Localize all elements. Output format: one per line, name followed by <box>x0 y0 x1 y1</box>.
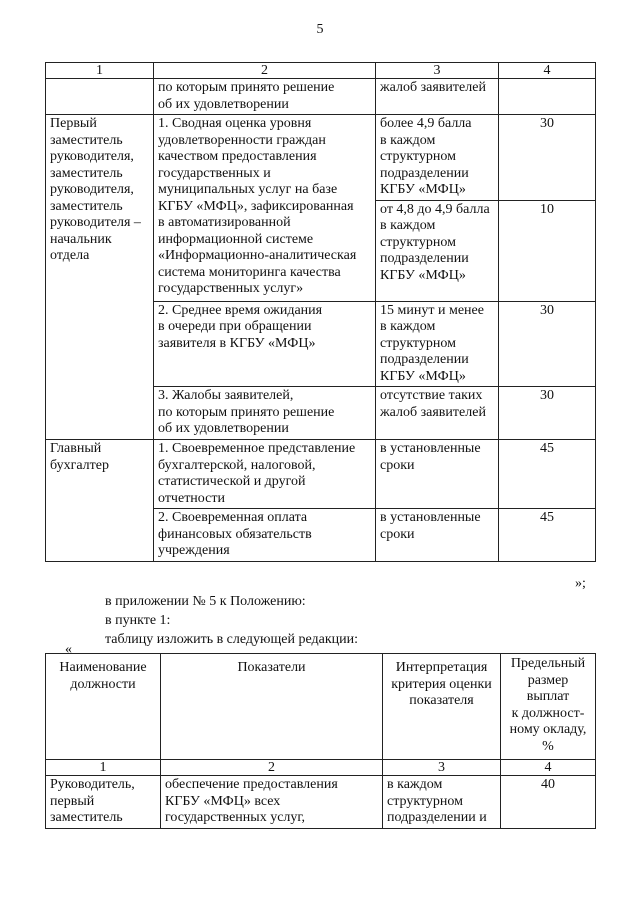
closing-quote: »; <box>575 576 586 591</box>
column-number: 2 <box>154 63 376 79</box>
percent-cell: 30 <box>499 301 596 387</box>
percent-cell: 30 <box>499 115 596 201</box>
column-number: 3 <box>376 63 499 79</box>
column-number-row <box>46 63 596 79</box>
indicator-cell: обеспечение предоставления КГБУ «МФЦ» всех государственных услуг, <box>161 776 383 829</box>
column-number: 1 <box>46 63 154 79</box>
header-criterion: Интерпретация критерия оценки показателя <box>383 654 501 760</box>
header-row <box>46 654 596 760</box>
percent-cell <box>499 79 596 115</box>
indicator-cell: 3. Жалобы заявителей, по которым принято решение об их удовлетворении <box>154 387 376 440</box>
position-cell: Первый заместитель руководителя, заместитель руководителя, заместитель руководителя – начальник отдела <box>46 115 154 440</box>
percent-cell: 40 <box>501 776 596 829</box>
header-position: Наименование должности <box>46 654 161 760</box>
column-number: 4 <box>501 760 596 776</box>
indicators-table-new <box>45 653 596 829</box>
criterion-cell: более 4,9 балла в каждом структурном подразделении КГБУ «МФЦ» <box>376 115 499 201</box>
position-cell: Главный бухгалтер <box>46 440 154 562</box>
column-number: 1 <box>46 760 161 776</box>
percent-cell: 45 <box>499 440 596 509</box>
column-number-row <box>46 760 596 776</box>
table-row <box>46 115 596 201</box>
indicator-cell: 1. Своевременное представление бухгалтерской, налоговой, статистической и другой отчетности <box>154 440 376 509</box>
column-number: 4 <box>499 63 596 79</box>
criterion-cell: отсутствие таких жалоб заявителей <box>376 387 499 440</box>
indicator-cell: по которым принято решение об их удовлетворении <box>154 79 376 115</box>
percent-cell: 10 <box>499 200 596 301</box>
position-cell: Руководитель, первый заместитель <box>46 776 161 829</box>
continuation-row <box>46 79 596 115</box>
instruction-line: в приложении № 5 к Положению: <box>105 594 306 609</box>
instruction-line: в пункте 1: <box>105 613 171 628</box>
indicator-cell: 2. Среднее время ожидания в очереди при обращении заявителя в КГБУ «МФЦ» <box>154 301 376 387</box>
criterion-cell: от 4,8 до 4,9 балла в каждом структурном подразделении КГБУ «МФЦ» <box>376 200 499 301</box>
percent-cell: 45 <box>499 509 596 562</box>
header-max-payment: Предельный размер выплат к должност- ному окладу, % <box>501 654 596 760</box>
percent-cell: 30 <box>499 387 596 440</box>
page-number: 5 <box>316 22 324 37</box>
criterion-cell: жалоб заявителей <box>376 79 499 115</box>
opening-quote: « <box>65 642 72 657</box>
indicator-cell: 2. Своевременная оплата финансовых обязательств учреждения <box>154 509 376 562</box>
table-row <box>46 440 596 509</box>
position-cell <box>46 79 154 115</box>
header-indicators: Показатели <box>161 654 383 760</box>
table-row <box>46 776 596 829</box>
criterion-cell: 15 минут и менее в каждом структурном подразделении КГБУ «МФЦ» <box>376 301 499 387</box>
column-number: 2 <box>161 760 383 776</box>
column-number: 3 <box>383 760 501 776</box>
criterion-cell: в установленные сроки <box>376 509 499 562</box>
indicators-table-continued <box>45 62 596 562</box>
instruction-line: таблицу изложить в следующей редакции: <box>105 632 359 647</box>
criterion-cell: в установленные сроки <box>376 440 499 509</box>
criterion-cell: в каждом структурном подразделении и <box>383 776 501 829</box>
indicator-cell: 1. Сводная оценка уровня удовлетворенности граждан качеством предоставления государственных и муниципальных услуг на базе КГБУ «МФЦ», зафиксированная в автоматизированной информационной системе «Информационно-аналитическая система мониторинга качества государственных услуг» <box>154 115 376 302</box>
